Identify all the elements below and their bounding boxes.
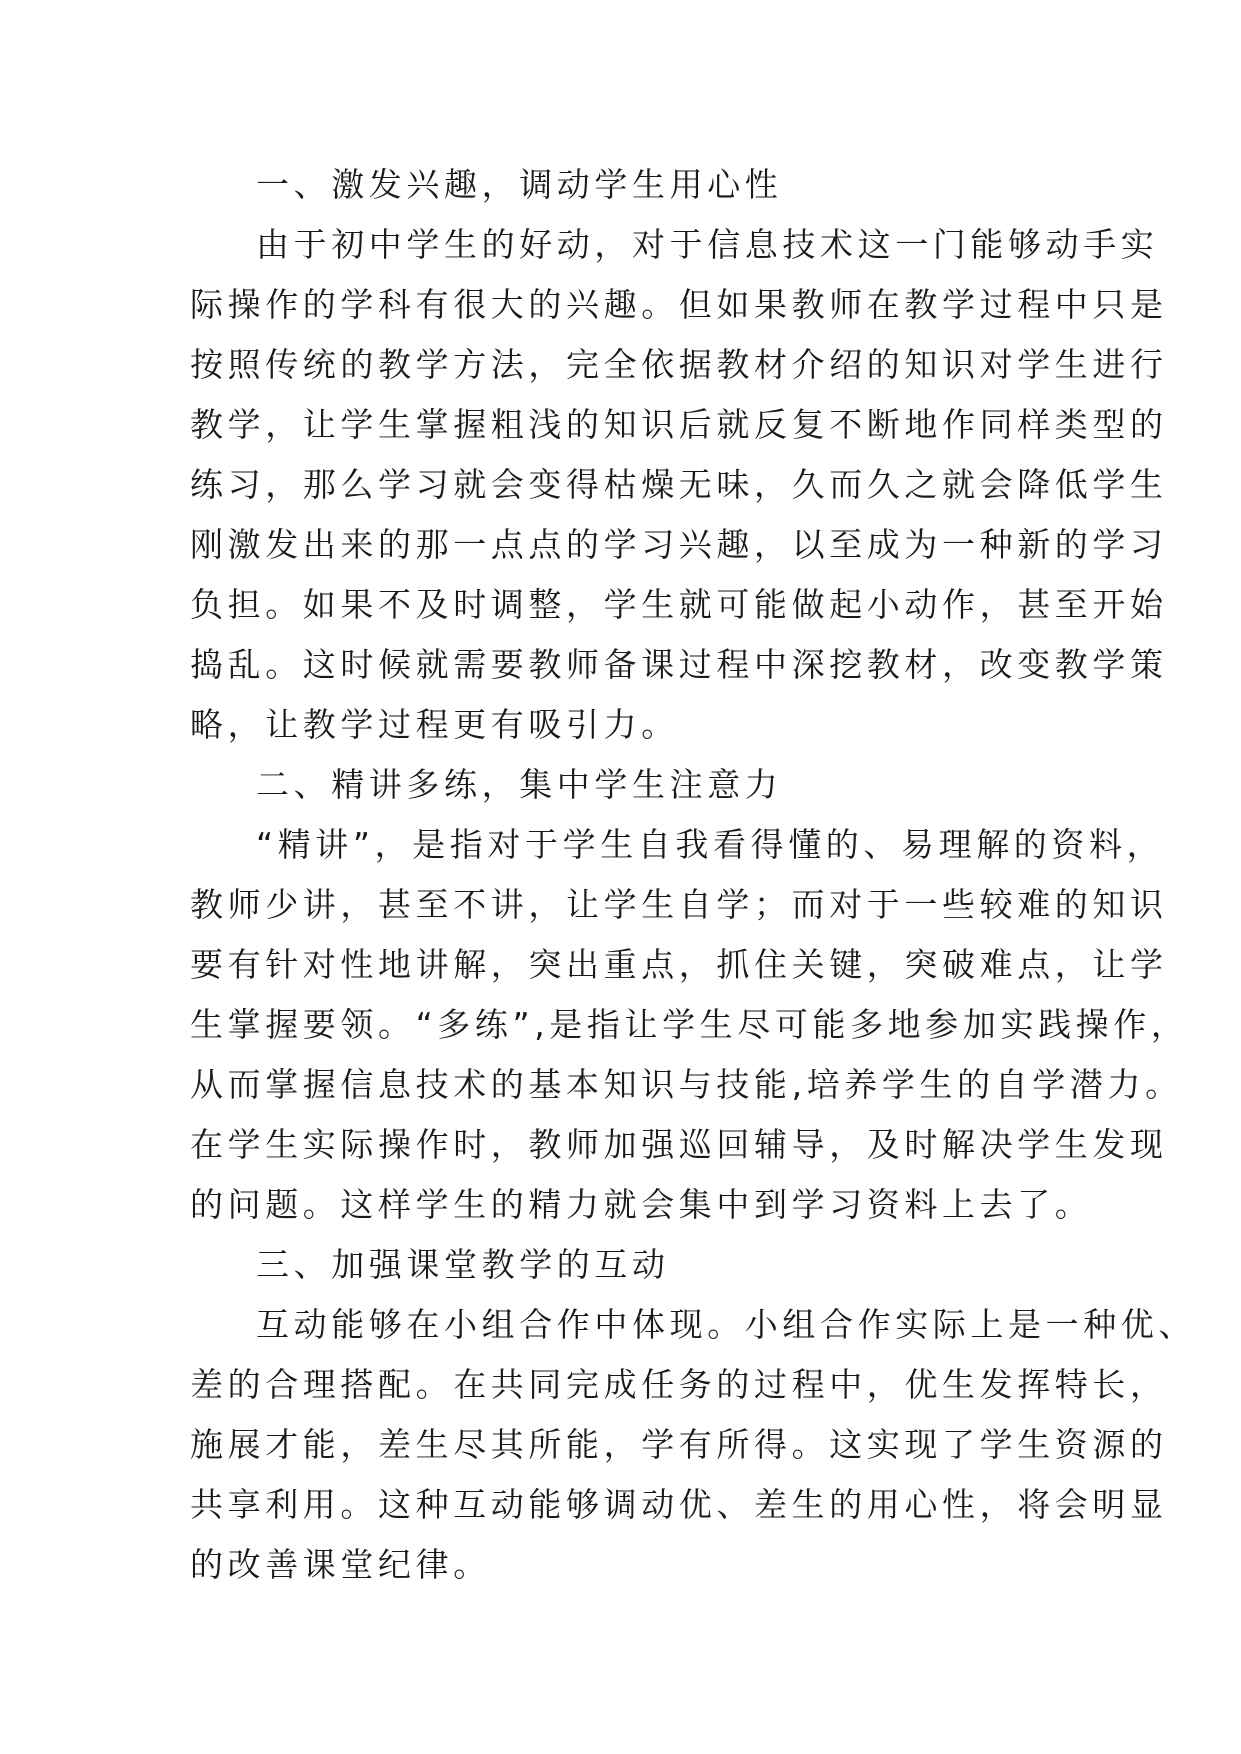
paragraph-line: 在学生实际操作时，教师加强巡回辅导，及时解决学生发现 (190, 1125, 1168, 1164)
paragraph-line: 要有针对性地讲解，突出重点，抓住关键，突破难点，让学 (190, 945, 1168, 984)
paragraph-line: 教师少讲，甚至不讲，让学生自学；而对于一些较难的知识 (190, 885, 1168, 924)
paragraph-line: 从而掌握信息技术的基本知识与技能,培养学生的自学潜力。 (190, 1065, 1183, 1104)
paragraph-line: 互动能够在小组合作中体现。小组合作实际上是一种优、 (256, 1305, 1196, 1344)
paragraph-line: 的问题。这样学生的精力就会集中到学习资料上去了。 (190, 1185, 1093, 1224)
paragraph-line: 共享利用。这种互动能够调动优、差生的用心性，将会明显 (190, 1485, 1168, 1524)
paragraph-line: 教学，让学生掌握粗浅的知识后就反复不断地作同样类型的 (190, 405, 1168, 444)
paragraph-line: 练习，那么学习就会变得枯燥无味，久而久之就会降低学生 (190, 465, 1168, 504)
paragraph-line: 际操作的学科有很大的兴趣。但如果教师在教学过程中只是 (190, 285, 1168, 324)
paragraph-line: 差的合理搭配。在共同完成任务的过程中，优生发挥特长， (190, 1365, 1168, 1404)
paragraph-line: 由于初中学生的好动，对于信息技术这一门能够动手实 (256, 225, 1159, 264)
paragraph-line: 的改善课堂纪律。 (190, 1545, 491, 1584)
paragraph-line: 刚激发出来的那一点点的学习兴趣，以至成为一种新的学习 (190, 525, 1168, 564)
paragraph-line: 施展才能，差生尽其所能，学有所得。这实现了学生资源的 (190, 1425, 1168, 1464)
paragraph-line: 按照传统的教学方法，完全依据教材介绍的知识对学生进行 (190, 345, 1168, 384)
section-heading: 一、激发兴趣，调动学生用心性 (256, 165, 783, 204)
section-heading: 三、加强课堂教学的互动 (256, 1245, 670, 1284)
paragraph-line: “精讲”，是指对于学生自我看得懂的、易理解的资料， (256, 825, 1165, 864)
paragraph-line: 负担。如果不及时调整，学生就可能做起小动作，甚至开始 (190, 585, 1168, 624)
paragraph-line: 生掌握要领。“多练”,是指让学生尽可能多地参加实践操作， (190, 1005, 1189, 1044)
document-body (190, 155, 1196, 1595)
paragraph-line: 略，让教学过程更有吸引力。 (190, 705, 679, 744)
section-heading: 二、精讲多练，集中学生注意力 (256, 765, 783, 804)
paragraph-line: 捣乱。这时候就需要教师备课过程中深挖教材，改变教学策 (190, 645, 1168, 684)
